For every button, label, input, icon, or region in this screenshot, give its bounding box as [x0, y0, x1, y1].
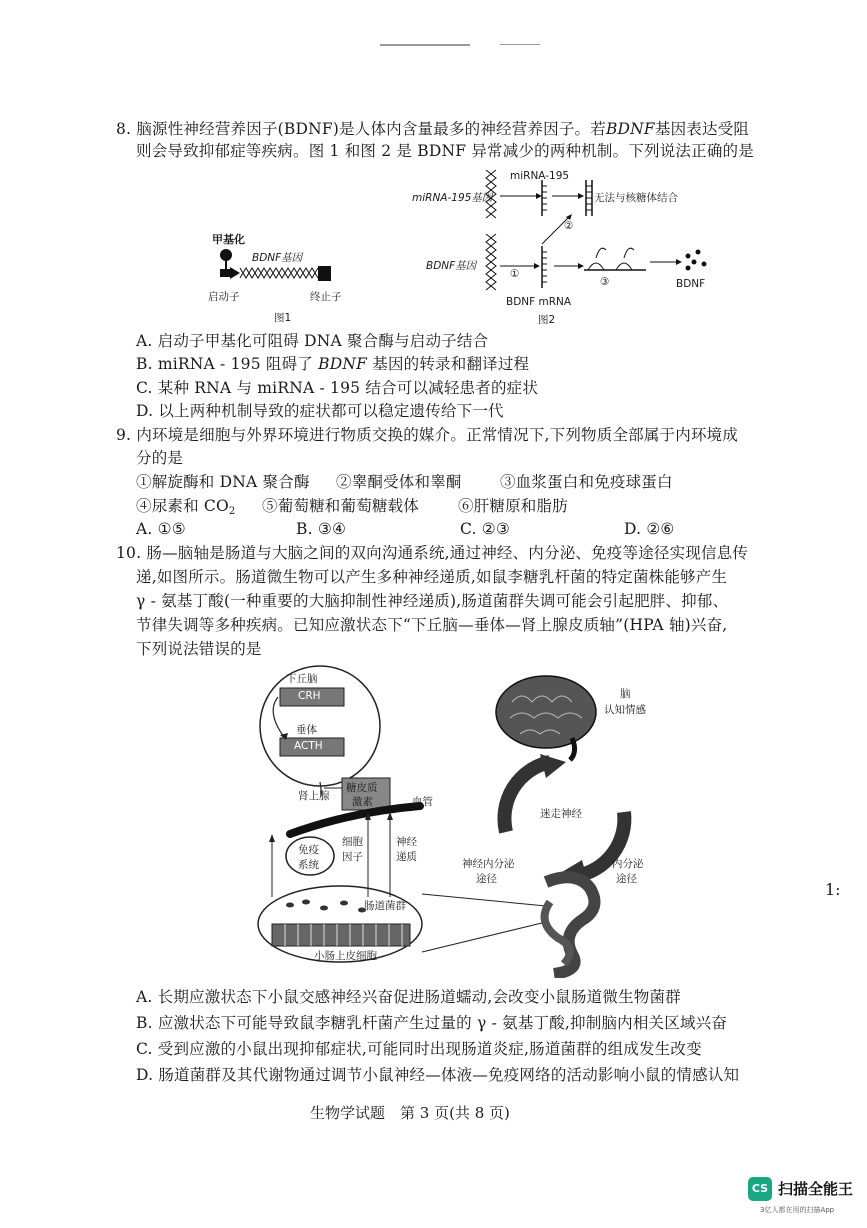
bdnf-gene-label-2: BDNF基因 [426, 260, 477, 272]
bdnf-gene-label: BDNF基因 [252, 252, 303, 264]
q10-stem-line3: γ - 氨基丁酸(一种重要的大脑抑制性神经递质),肠道菌群失调可能会引起肥胖、抑郁、 [136, 592, 729, 610]
gut-flora-label: 肠道菌群 [364, 900, 406, 912]
q9-item-2: ②睾酮受体和睾酮 [336, 473, 462, 491]
q9-item-5: ⑤葡萄糖和葡萄糖载体 [262, 497, 420, 515]
q10-option-a: A. 长期应激状态下小鼠交感神经兴奋促进肠道蠕动,会改变小鼠肠道微生物菌群 [136, 988, 681, 1006]
cytokine-label-1: 细胞 [342, 836, 363, 848]
q8-option-b: B. miRNA - 195 阻碍了 BDNF 基因的转录和翻译过程 [136, 355, 530, 373]
crh-label: CRH [298, 690, 321, 702]
edge-text: 1: [825, 880, 841, 899]
neuroendocrine-label-2: 途径 [476, 873, 497, 885]
step-3-label: ③ [600, 276, 610, 288]
neurotransmitter-label-2: 递质 [396, 851, 417, 863]
q10-stem-line4: 节律失调等多种疾病。已知应激状态下“下丘脑—垂体—肾上腺皮质轴”(HPA 轴)兴奋, [136, 616, 728, 634]
figure-1 [200, 226, 370, 326]
neuroendocrine-label-1: 神经内分泌 [462, 858, 515, 870]
bdnf-protein-label: BDNF [676, 278, 706, 290]
scanner-name: 扫描全能王 [778, 1180, 854, 1198]
q9-stem-line2: 分的是 [136, 449, 184, 467]
methylation-label: 甲基化 [212, 233, 245, 246]
hypothalamus-label: 下丘脑 [286, 673, 318, 685]
brain-label-1: 脑 [620, 688, 631, 700]
step-1-label: ① [510, 268, 520, 280]
glucocorticoid-label-1: 糖皮质 [346, 782, 378, 794]
q10-option-b: B. 应激状态下可能导致鼠李糖乳杆菌产生过量的 γ - 氨基丁酸,抑制脑内相关区域兴奋 [136, 1014, 728, 1032]
q10-stem-line1: 10. 肠—脑轴是肠道与大脑之间的双向沟通系统,通过神经、内分泌、免疫等途径实现信息传 [116, 544, 749, 562]
q9-option-d: D. ②⑥ [624, 520, 675, 538]
immune-label-2: 系统 [298, 859, 319, 871]
scan-mark [500, 44, 540, 45]
scanner-tagline: 3亿人都在用的扫描App [760, 1206, 835, 1214]
q8-option-a: A. 启动子甲基化可阻碍 DNA 聚合酶与启动子结合 [136, 332, 489, 350]
q8-option-c: C. 某种 RNA 与 miRNA - 195 结合可以减轻患者的症状 [136, 379, 539, 397]
figure-1-caption: 图1 [274, 312, 292, 324]
q9-option-c: C. ②③ [460, 520, 510, 538]
endocrine-label-2: 途径 [616, 873, 637, 885]
step-2-label: ② [564, 220, 574, 232]
scanner-logo-icon: CS [748, 1177, 772, 1201]
promoter-label: 启动子 [208, 291, 240, 303]
no-bind-label: 无法与核糖体结合 [594, 192, 678, 204]
vagus-label: 迷走神经 [540, 808, 582, 820]
q8-option-d: D. 以上两种机制导致的症状都可以稳定遗传给下一代 [136, 402, 504, 420]
q9-option-a: A. ①⑤ [136, 520, 186, 538]
q8-stem-line1: 8. 脑源性神经营养因子(BDNF)是人体内含量最多的神经营养因子。若BDNF基因表达受阻 [116, 120, 750, 138]
q9-item-4: ④尿素和 $CO_2$ [136, 497, 236, 517]
mirna-gene-label: miRNA-195基因 [412, 192, 493, 204]
q9-item-6: ⑥肝糖原和脂肪 [458, 497, 568, 515]
pituitary-label: 垂体 [296, 724, 317, 736]
cytokine-label-2: 因子 [342, 851, 363, 863]
q10-option-d: D. 肠道菌群及其代谢物通过调节小鼠神经—体液—免疫网络的活动影响小鼠的情感认知 [136, 1066, 740, 1084]
q9-option-b: B. ③④ [296, 520, 347, 538]
q10-stem-line2: 递,如图所示。肠道微生物可以产生多种神经递质,如鼠李糖乳杆菌的特定菌株能够产生 [136, 568, 728, 586]
page-footer: 生物学试题 第 3 页(共 8 页) [310, 1104, 510, 1122]
q8-stem-line2: 则会导致抑郁症等疾病。图 1 和图 2 是 BDNF 异常减少的两种机制。下列说法正确的是 [136, 142, 754, 160]
adrenal-label: 肾上腺 [298, 790, 330, 802]
terminator-label: 终止子 [310, 291, 342, 303]
epithelium-label: 小肠上皮细胞 [314, 950, 377, 962]
q10-stem-line5: 下列说法错误的是 [136, 640, 262, 658]
immune-label-1: 免疫 [298, 844, 319, 856]
gut-brain-axis-figure [250, 662, 670, 978]
acth-label: ACTH [294, 740, 323, 752]
scan-mark [380, 44, 470, 46]
endocrine-label-1: 内分泌 [612, 858, 644, 870]
q10-option-c: C. 受到应激的小鼠出现抑郁症状,可能同时出现肠道炎症,肠道菌群的组成发生改变 [136, 1040, 702, 1058]
glucocorticoid-label-2: 激素 [352, 796, 373, 808]
figure-2 [412, 166, 720, 326]
bdnf-mrna-label: BDNF mRNA [506, 296, 572, 308]
vessel-label: 血管 [412, 796, 433, 808]
figure-2-caption: 图2 [538, 314, 556, 326]
neurotransmitter-label-1: 神经 [396, 836, 417, 848]
q9-item-1: ①解旋酶和 DNA 聚合酶 [136, 473, 310, 491]
mirna-label: miRNA-195 [510, 170, 570, 182]
q9-item-3: ③血浆蛋白和免疫球蛋白 [500, 473, 673, 491]
brain-label-2: 认知情感 [604, 704, 646, 716]
q9-stem-line1: 9. 内环境是细胞与外界环境进行物质交换的媒介。正常情况下,下列物质全部属于内环境成 [116, 426, 739, 444]
